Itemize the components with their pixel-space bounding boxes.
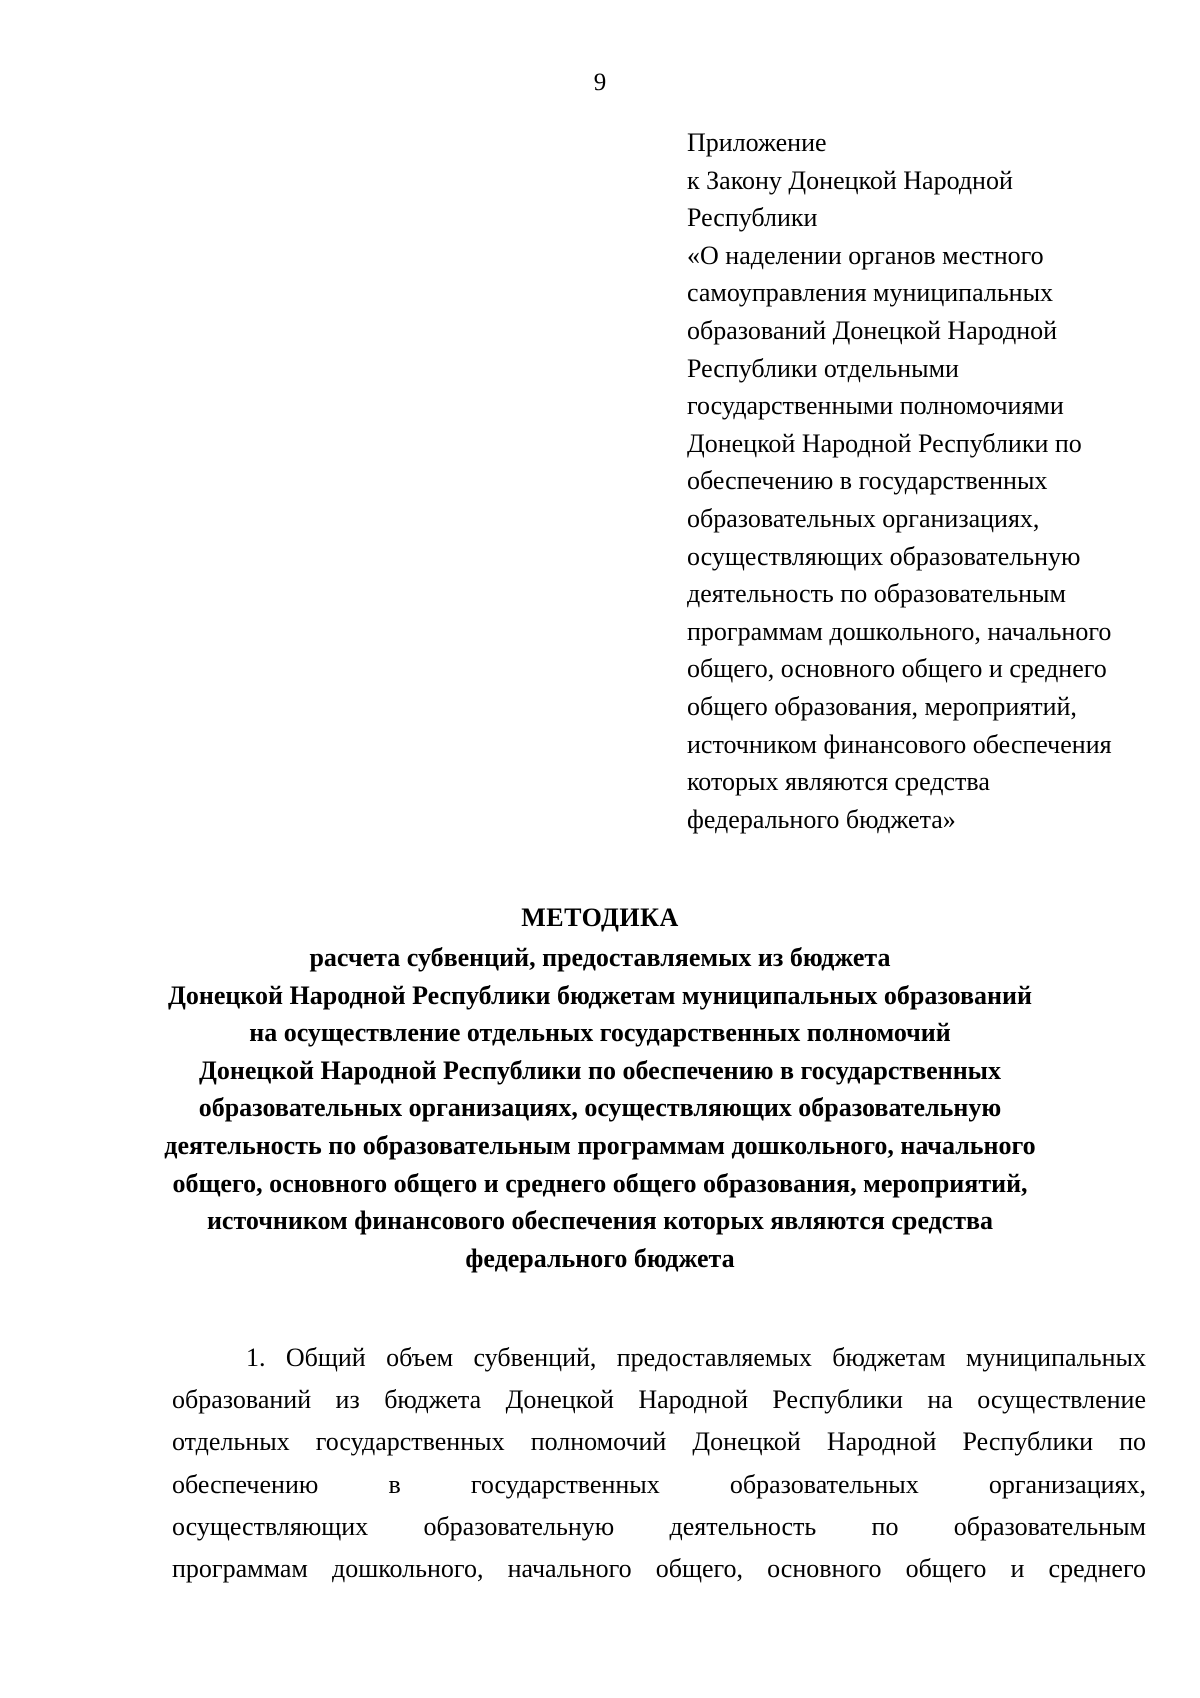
appendix-line: которых являются средства (687, 767, 990, 797)
appendix-line: Республики (687, 203, 818, 233)
body-line: осуществляющих образовательную деятельность по образовательным (172, 1511, 1146, 1541)
appendix-header (687, 124, 1187, 838)
subtitle-line: источником финансового обеспечения которых являются средства (206, 1206, 994, 1236)
body-paragraph (172, 1337, 1146, 1590)
appendix-line: «О наделении органов местного (687, 240, 1044, 270)
appendix-line: деятельность по образовательным (687, 579, 1066, 609)
document-subtitle (0, 939, 1200, 1277)
appendix-line: федерального бюджета» (687, 804, 956, 834)
subtitle-line: деятельность по образовательным программам дошкольного, начального (164, 1130, 1036, 1160)
subtitle-line: Донецкой Народной Республики бюджетам муниципальных образований (168, 980, 1032, 1010)
body-line: отдельных государственных полномочий Донецкой Народной Республики по (172, 1427, 1146, 1457)
appendix-line: государственными полномочиями (687, 391, 1064, 421)
body-line: 1. Общий объем субвенций, предоставляемых бюджетам муниципальных (246, 1343, 1146, 1372)
body-line: программам дошкольного, начального общего, основного общего и среднего (172, 1553, 1146, 1583)
body-line: образований из бюджета Донецкой Народной Республики на осуществление (172, 1385, 1146, 1415)
body-line: обеспечению в государственных образовательных организациях, (172, 1469, 1146, 1499)
appendix-line: самоуправления муниципальных (687, 278, 1054, 308)
subtitle-line: федерального бюджета (465, 1243, 735, 1273)
appendix-line: программам дошкольного, начального (687, 616, 1112, 646)
subtitle-line: образовательных организациях, осуществляющих образовательную (198, 1093, 1002, 1123)
subtitle-line: общего, основного общего и среднего общего образования, мероприятий, (172, 1168, 1028, 1198)
appendix-line: источником финансового обеспечения (687, 729, 1112, 759)
appendix-line: Приложение (687, 128, 827, 157)
appendix-line: осуществляющих образовательную (687, 541, 1081, 571)
appendix-line: Донецкой Народной Республики по (687, 428, 1082, 458)
appendix-line: образований Донецкой Народной (687, 315, 1058, 345)
appendix-line: к Закону Донецкой Народной (687, 165, 1013, 195)
appendix-line: общего, основного общего и среднего (687, 654, 1107, 684)
subtitle-line: на осуществление отдельных государственных полномочий (249, 1018, 951, 1048)
subtitle-line: расчета субвенций, предоставляемых из бюджета (309, 943, 891, 972)
appendix-line: обеспечению в государственных (687, 466, 1048, 496)
appendix-line: образовательных организациях, (687, 503, 1040, 533)
appendix-line: общего образования, мероприятий, (687, 691, 1077, 721)
appendix-line: Республики отдельными (687, 353, 959, 383)
page-number: 9 (593, 69, 607, 96)
document-title: МЕТОДИКА (521, 903, 679, 932)
subtitle-line: Донецкой Народной Республики по обеспечению в государственных (199, 1055, 1001, 1085)
